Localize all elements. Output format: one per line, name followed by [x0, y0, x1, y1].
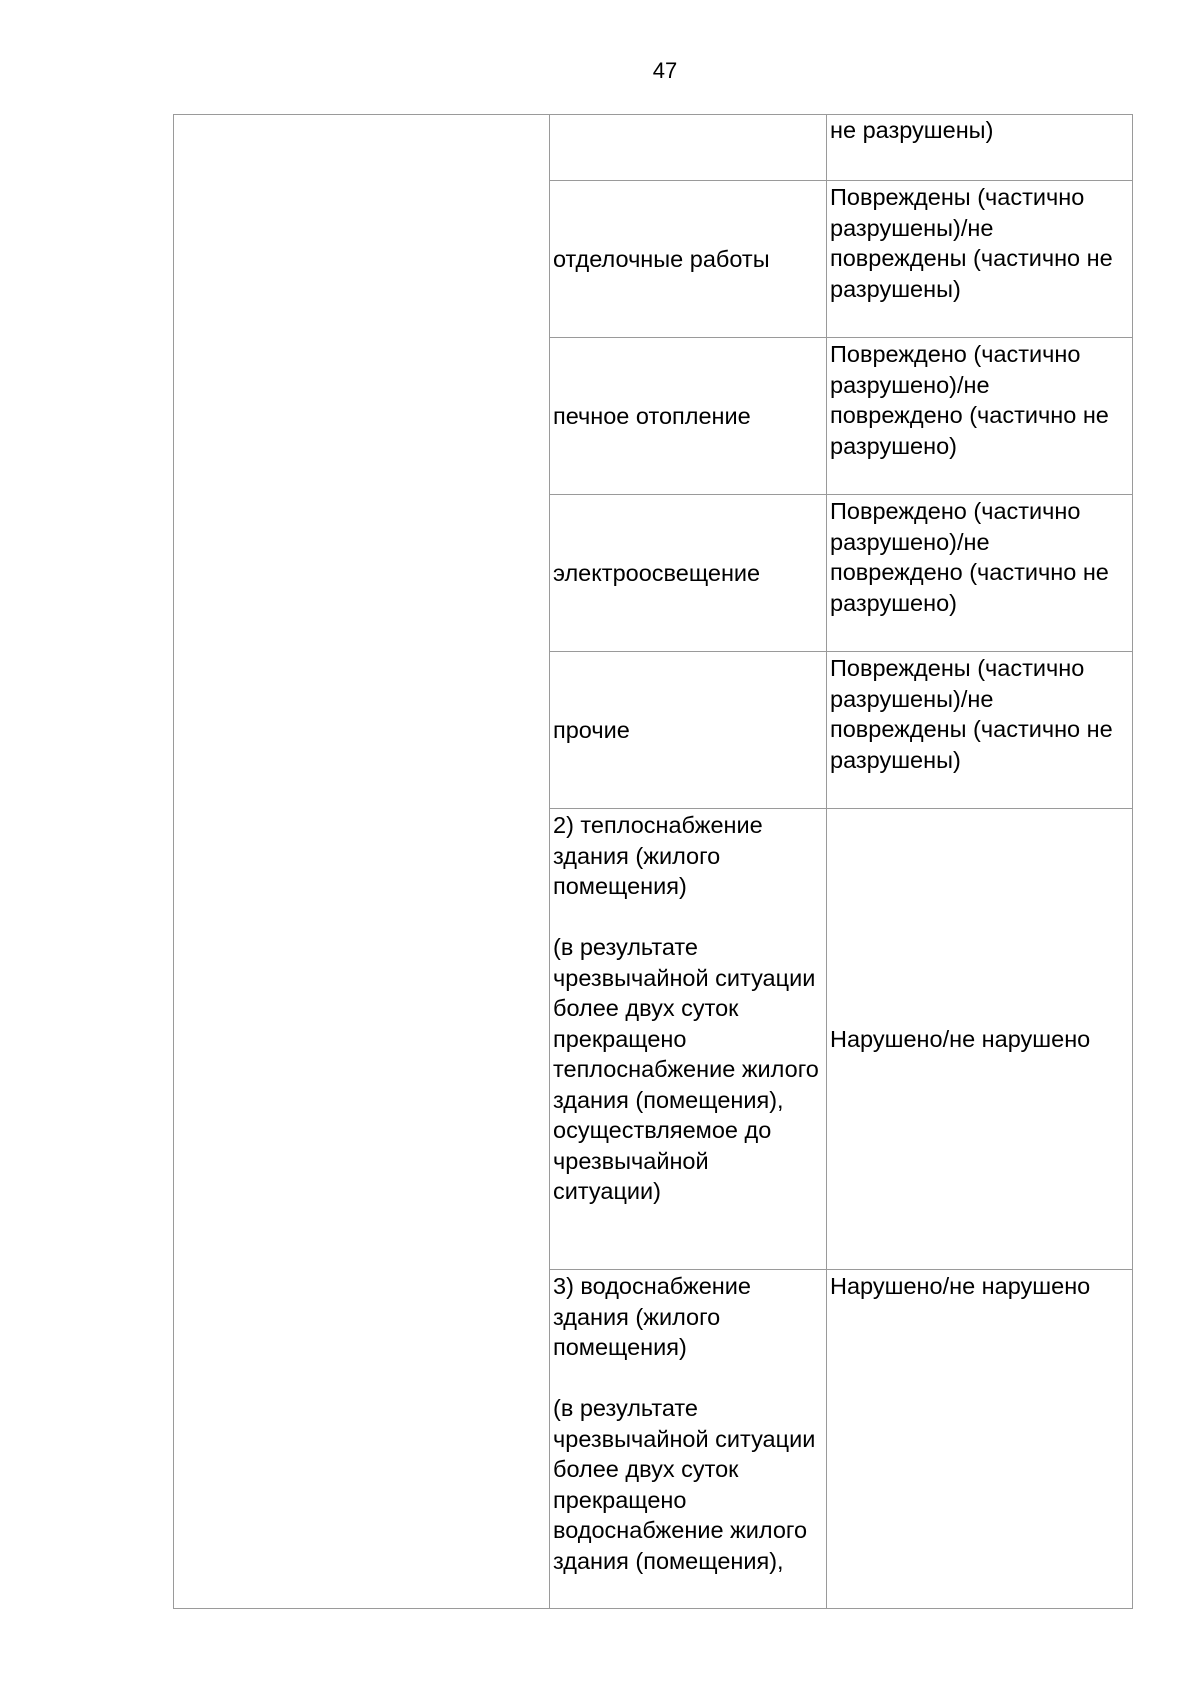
table-row	[174, 115, 1133, 181]
item-cell: 2) теплоснабжение здания (жилого помещения) (в результате чрезвычайной ситуации более двух суток прекращено теплоснабжение жилого здания (помещения), осуществляемое до чрезвычайной ситуации)	[550, 809, 827, 1270]
damage-assessment-table	[173, 114, 1133, 1609]
status-cell: не разрушены)	[827, 115, 1133, 181]
merged-left-cell	[174, 115, 550, 1609]
item-cell	[550, 115, 827, 181]
status-cell: Повреждено (частично разрушено)/не повреждено (частично не разрушено)	[827, 495, 1133, 652]
page-number: 47	[652, 58, 678, 83]
item-cell: 3) водоснабжение здания (жилого помещения) (в результате чрезвычайной ситуации более двух суток прекращено водоснабжение жилого здания (помещения),	[550, 1270, 827, 1609]
status-cell: Повреждены (частично разрушены)/не повреждены (частично не разрушены)	[827, 181, 1133, 338]
item-cell: печное отопление	[550, 338, 827, 495]
status-cell: Повреждены (частично разрушены)/не повреждены (частично не разрушены)	[827, 652, 1133, 809]
status-cell: Нарушено/не нарушено	[827, 809, 1133, 1270]
item-cell: отделочные работы	[550, 181, 827, 338]
item-cell: прочие	[550, 652, 827, 809]
status-cell: Нарушено/не нарушено	[827, 1270, 1133, 1609]
item-cell: электроосвещение	[550, 495, 827, 652]
status-cell: Повреждено (частично разрушено)/не повреждено (частично не разрушено)	[827, 338, 1133, 495]
